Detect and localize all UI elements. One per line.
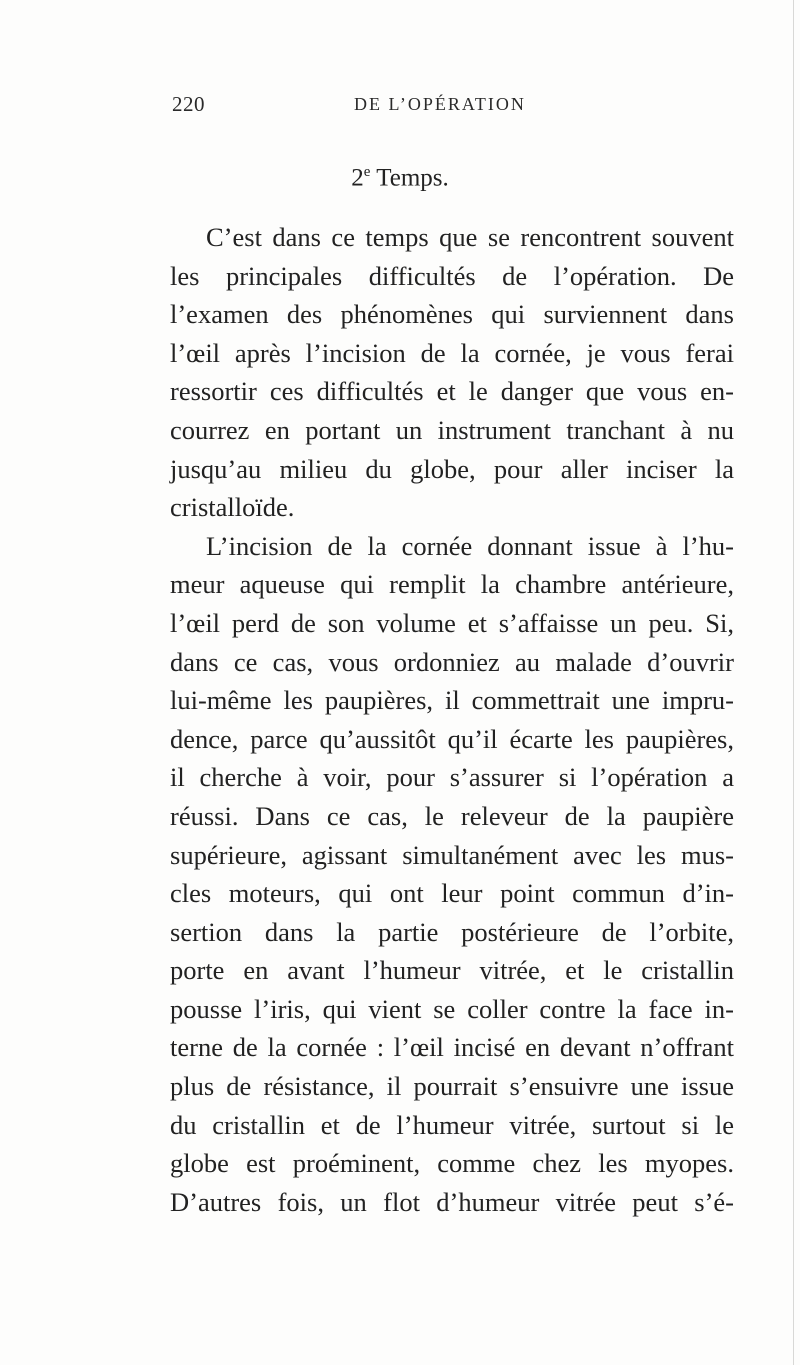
text-line: globe est proéminent, comme chez les myopes. bbox=[170, 1148, 734, 1179]
text-line: réussi. Dans ce cas, le releveur de la paupière bbox=[170, 800, 734, 831]
text-line: supérieure, agissant simultanément avec les mus- bbox=[170, 839, 734, 870]
text-line: du cristallin et de l’humeur vitrée, surtout si le bbox=[170, 1109, 734, 1140]
text-line: porte en avant l’humeur vitrée, et le cristallin bbox=[170, 955, 734, 986]
text-line: pousse l’iris, qui vient se coller contre la face in- bbox=[170, 993, 734, 1024]
text-line: C’est dans ce temps que se rencontrent souvent bbox=[206, 222, 734, 252]
page-edge-divider bbox=[793, 0, 794, 1365]
running-header bbox=[172, 92, 712, 122]
text-line: ressortir ces difficultés et le danger que vous en- bbox=[170, 376, 734, 407]
running-title: DE L’OPÉRATION bbox=[354, 94, 526, 114]
text-line: l’examen des phénomènes qui surviennent dans bbox=[170, 299, 734, 330]
text-line: cristalloïde. bbox=[170, 492, 295, 523]
text-line: les principales difficultés de l’opération. De bbox=[170, 260, 734, 291]
text-line: l’œil après l’incision de la cornée, je vous ferai bbox=[170, 337, 734, 368]
text-line: dans ce cas, vous ordonniez au malade d’ouvrir bbox=[170, 646, 734, 677]
body-text bbox=[170, 218, 734, 1221]
text-line: courrez en portant un instrument tranchant à nu bbox=[170, 414, 734, 445]
page-number: 220 bbox=[172, 92, 205, 116]
text-line: cles moteurs, qui ont leur point commun d’in- bbox=[170, 878, 734, 909]
text-line: plus de résistance, il pourrait s’ensuivre une issue bbox=[170, 1071, 734, 1102]
text-line: jusqu’au milieu du globe, pour aller inciser la bbox=[170, 453, 734, 484]
section-heading bbox=[0, 164, 800, 192]
text-line: L’incision de la cornée donnant issue à l’hu- bbox=[206, 530, 734, 561]
text-line: dence, parce qu’aussitôt qu’il écarte les paupières, bbox=[170, 723, 734, 754]
paragraph-1 bbox=[170, 218, 734, 527]
section-superscript: e bbox=[363, 164, 371, 180]
text-line: lui-même les paupières, il commettrait une impru- bbox=[170, 685, 734, 716]
text-line: D’autres fois, un flot d’humeur vitrée peut s’é- bbox=[170, 1186, 734, 1217]
text-line: terne de la cornée : l’œil incisé en devant n’offrant bbox=[170, 1032, 734, 1063]
section-title-text: Temps. bbox=[376, 164, 449, 192]
paragraph-2 bbox=[170, 527, 734, 1222]
text-line: il cherche à voir, pour s’assurer si l’opération a bbox=[170, 762, 734, 793]
text-line: sertion dans la partie postérieure de l’orbite, bbox=[170, 916, 734, 947]
text-line: l’œil perd de son volume et s’affaisse un peu. Si, bbox=[170, 607, 734, 638]
section-number: 2 bbox=[351, 164, 364, 192]
text-line: meur aqueuse qui remplit la chambre antérieure, bbox=[170, 569, 734, 600]
